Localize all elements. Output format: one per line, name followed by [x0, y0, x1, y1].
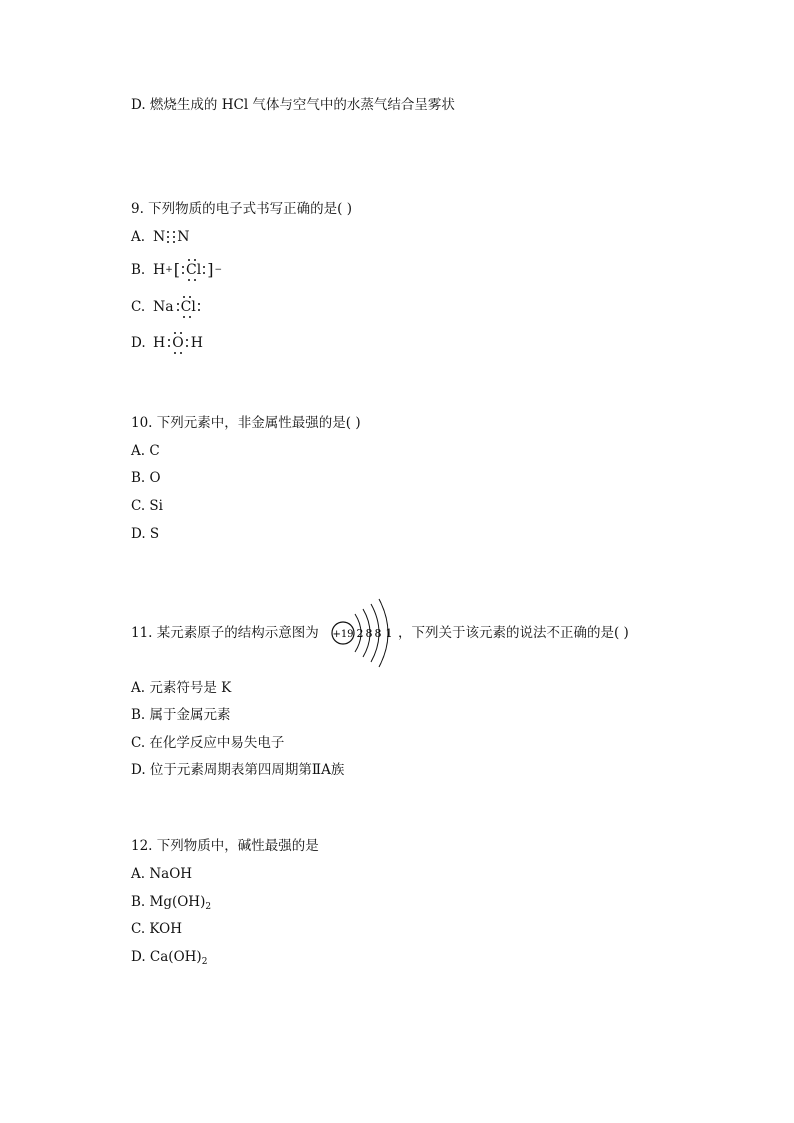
option-letter: C. [131, 299, 146, 315]
q9-option-b [131, 261, 222, 279]
shell-electron-count: 8 [374, 627, 382, 640]
q12-option-d [131, 948, 207, 971]
option-letter: A. [131, 229, 146, 245]
chlorine-with-electrons [176, 298, 201, 316]
atom-symbol: N [153, 229, 166, 245]
q10-option-a: A. C [131, 443, 160, 459]
oxygen-with-electrons [167, 334, 188, 352]
atom-symbol: Na [153, 299, 174, 315]
q11-option-a: A. 元素符号是 K [131, 680, 232, 696]
q8-option-d: D. 燃烧生成的 HCl 气体与空气中的水蒸气结合呈雾状 [131, 97, 455, 113]
formula-text: D. Ca(OH) [131, 949, 202, 965]
q9-stem: 9. 下列物质的电子式书写正确的是( ) [131, 201, 352, 217]
formula-text: B. Mg(OH) [131, 894, 206, 910]
q12-option-b [131, 893, 211, 916]
subscript: 2 [201, 957, 208, 967]
left-bracket: [ [173, 260, 181, 279]
q12-option-c: C. KOH [131, 921, 182, 937]
electron-pairs [167, 230, 169, 245]
nucleus-charge: +19 [332, 629, 354, 640]
q10-option-d: D. S [131, 526, 160, 542]
q10-option-c: C. Si [131, 498, 163, 514]
q9-option-a [131, 228, 190, 246]
shell-electron-count: 8 [365, 627, 373, 640]
atom-symbol: O [172, 335, 184, 351]
q12-stem: 12. 下列物质中，碱性最强的是 [131, 838, 319, 854]
q12-option-a: A. NaOH [131, 866, 193, 882]
q11-option-d: D. 位于元素周期表第四周期第ⅡA族 [131, 762, 345, 778]
atom-symbol: H [153, 335, 166, 351]
q11-option-b: B. 属于金属元素 [131, 707, 231, 723]
atom-symbol: Cl [180, 299, 196, 315]
subscript: 2 [205, 902, 212, 912]
chlorine-with-electrons [181, 261, 206, 279]
atom-symbol: N [177, 229, 190, 245]
option-letter: B. [131, 262, 146, 278]
q10-stem: 10. 下列元素中，非金属性最强的是( ) [131, 415, 361, 431]
q10-option-b: B. O [131, 470, 161, 486]
atom-symbol: Cl [186, 262, 202, 278]
atom-symbol: H [190, 335, 203, 351]
shell-electron-count: 2 [356, 627, 364, 640]
atom-symbol: H [153, 262, 166, 278]
q11-option-c: C. 在化学反应中易失电子 [131, 735, 285, 751]
q9-option-d [131, 334, 203, 352]
charge-plus: + [165, 265, 173, 275]
shell-electron-count: 1 [385, 627, 393, 640]
charge-minus: − [214, 265, 223, 275]
q11-stem-before: 11. 某元素原子的结构示意图为 [131, 625, 319, 641]
q9-option-c [131, 298, 201, 316]
right-bracket: ] [207, 260, 214, 279]
option-letter: D. [131, 335, 146, 351]
electron-pairs [173, 230, 175, 245]
atomic-structure-diagram [326, 598, 402, 668]
q11-stem-after: ，下列关于该元素的说法不正确的是( ) [398, 625, 629, 641]
